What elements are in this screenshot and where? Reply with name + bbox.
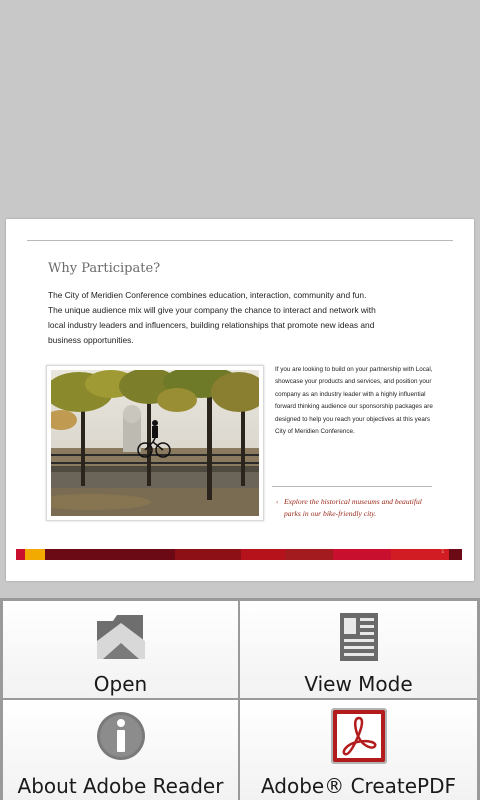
band-segment	[241, 549, 285, 560]
park-photo	[46, 365, 264, 521]
view-mode-button[interactable]	[240, 601, 477, 698]
create-pdf-label: Adobe® CreatePDF	[260, 774, 457, 798]
band-segment	[45, 549, 175, 560]
sponsorship-paragraph: If you are looking to build on your partnership with Local, showcase your products and services, and position your company as an industry leader with a highly influential forward thinking audience our sponsorship packages are designed to help you reach your objectives at this years City of Meridien Conference.	[275, 366, 433, 436]
top-rule	[27, 240, 453, 241]
about-adobe-reader-button[interactable]	[3, 700, 238, 800]
band-segment	[16, 549, 25, 560]
park-photo-image	[51, 370, 259, 516]
options-menu	[0, 598, 480, 800]
band-segment	[175, 549, 241, 560]
caption-rule	[272, 486, 432, 487]
folder-open-icon	[95, 611, 147, 663]
info-icon	[95, 710, 147, 762]
view-mode-label: View Mode	[304, 672, 413, 696]
page-number: 5	[441, 550, 444, 555]
pdf-page[interactable]	[6, 219, 474, 581]
caption-text: Explore the historical museums and beautiful parks in our bike-friendly city.	[284, 497, 422, 518]
open-label: Open	[93, 672, 148, 696]
band-segment	[25, 549, 45, 560]
view-mode-icon	[333, 611, 385, 663]
band-segment	[285, 549, 333, 560]
footer-color-band	[16, 549, 462, 560]
band-segment	[449, 549, 462, 560]
photo-caption	[276, 496, 436, 520]
page-heading: Why Participate?	[48, 261, 161, 276]
create-pdf-button[interactable]	[240, 700, 477, 800]
band-segment	[333, 549, 391, 560]
about-label: About Adobe Reader	[17, 774, 224, 798]
band-segment	[391, 549, 449, 560]
open-button[interactable]	[3, 601, 238, 698]
caption-arrow-icon: ‹	[276, 497, 279, 506]
intro-paragraph: The City of Meridien Conference combines education, interaction, community and fun. The unique audience mix will give your company the chance to interact and network with local industry leaders and influencers, building relationships that promote new ideas and business opportunities.	[48, 290, 376, 345]
adobe-pdf-icon	[329, 706, 389, 766]
